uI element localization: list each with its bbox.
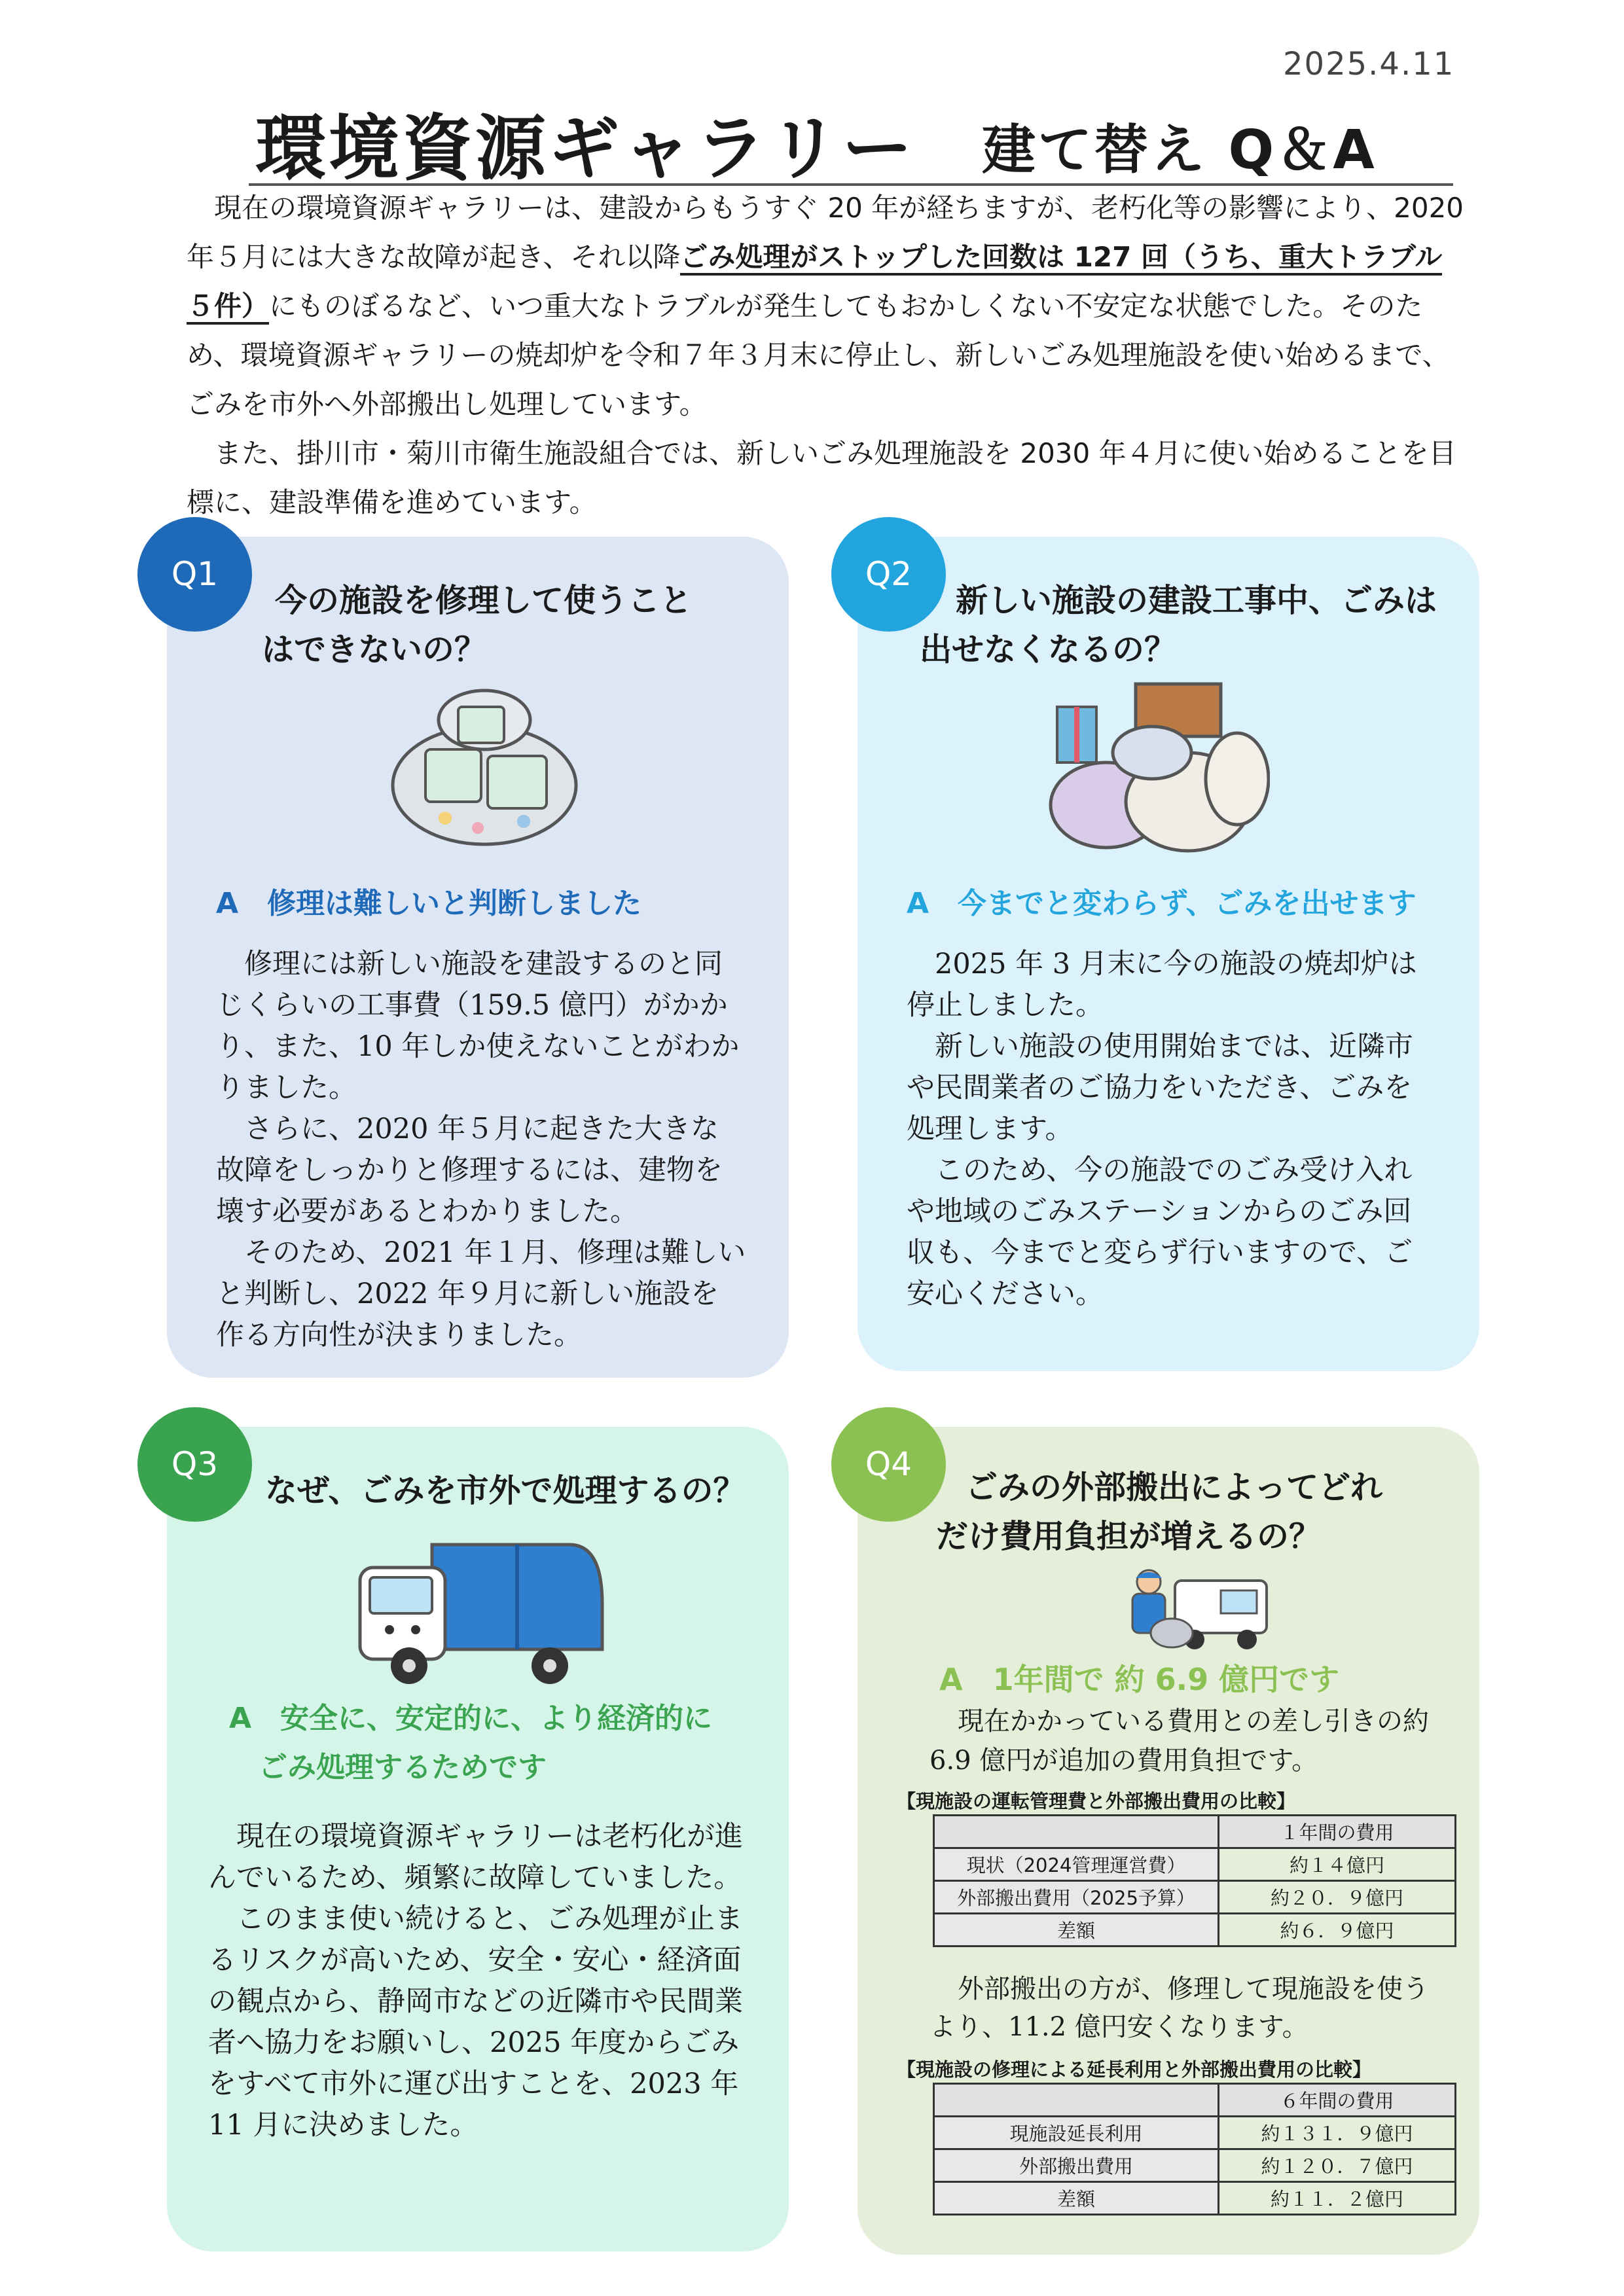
cost-table-six-year	[933, 2083, 1456, 2215]
intro-paragraph-2: また、掛川市・菊川市衛生施設組合では、新しいごみ処理施設を 2030 年４月に使い始めることを目標に、建設準備を進めています。	[187, 437, 1456, 518]
intro-highlight: ごみ処理がストップした回数は 127 回（うち、重大トラブル５件）	[187, 241, 1442, 325]
table-row: 現状（2024管理運営費） 約１４億円	[934, 1848, 1456, 1881]
title-sub: 建て替え Q＆A	[982, 119, 1377, 181]
table-row: １年間の費用	[934, 1816, 1456, 1848]
worker-truck-icon	[1113, 1568, 1270, 1653]
table-row: 外部搬出費用 約１２０．７億円	[934, 2149, 1456, 2182]
q3-answer-line2: ごみ処理するためです	[259, 1751, 547, 1784]
q1-badge: Q1	[137, 517, 252, 632]
q3-body: 現在の環境資源ギャラリーは老朽化が進んでいるため、頻繁に故障していました。 このまま使い続けると、ごみ処理が止まるリスクが高いため、安全・安心・経済面の観点から、静岡市などの近隣市や民間業者へ協力をお願いし、2025 年度からごみをすべて市外に運び出すことを、2023 年 11 月に決めました。	[208, 1820, 743, 2142]
q2-answer: A 今までと変わらず、ごみを出せます	[907, 887, 1416, 920]
intro-paragraph-1: 現在の環境資源ギャラリーは、建設からもうすぐ 20 年が経ちますが、老朽化等の影響により、2020 年５月には大きな故障が起き、それ以降ごみ処理がストップした回数は 127 回（うち、重大トラブル５件）にものぼるなど、いつ重大なトラブルが発生してもおかしくない不安定な状態でした。そのため、環境資源ギャラリーの焼却炉を令和７年３月末に停止し、新しいごみ処理施設を使い始めるまで、ごみを市外へ外部搬出し処理しています。	[187, 192, 1464, 420]
title-main: 環境資源ギャラリー	[255, 108, 916, 190]
table-row: ６年間の費用	[934, 2084, 1456, 2117]
intro-text	[187, 183, 1470, 527]
garbage-truck-icon	[353, 1532, 609, 1689]
q4-question-line1: ごみの外部搬出によってどれ	[965, 1469, 1383, 1506]
document-date: 2025.4.11	[1283, 46, 1455, 82]
q1-question-line1: 今の施設を修理して使うこと	[275, 582, 693, 619]
q3-question: なぜ、ごみを市外で処理するの？	[265, 1472, 746, 1509]
q2-body: 2025 年 3 月末に今の施設の焼却炉は停止しました。 新しい施設の使用開始までは、近隣市や民間業者のご協力をいただき、ごみを処理します。 このため、今の施設でのごみ受け入れや地域のごみステーションからのごみ回収も、今までと変らず行いますので、ご安心ください。	[907, 948, 1417, 1310]
q4-body-2: 外部搬出の方が、修理して現施設を使うより、11.2 億円安くなります。	[929, 1974, 1429, 2042]
cost-table-annual	[933, 1814, 1456, 1947]
q1-question-line2: はできないの？	[262, 631, 487, 668]
table-row: 現施設延長利用 約１３１．９億円	[934, 2117, 1456, 2149]
q3-answer-line1: A 安全に、安定的に、より経済的に	[229, 1702, 713, 1735]
table-row: 差額 約６．９億円	[934, 1914, 1456, 1946]
table1-caption: 【現施設の運転管理費と外部搬出費用の比較】	[897, 1790, 1296, 1812]
q4-badge: Q4	[831, 1407, 946, 1522]
q2-question-line1: 新しい施設の建設工事中、ごみは	[956, 582, 1437, 619]
table2-caption: 【現施設の修理による延長利用と外部搬出費用の比較】	[897, 2058, 1372, 2081]
table-row: 差額 約１１．２億円	[934, 2182, 1456, 2215]
q3-badge: Q3	[137, 1407, 252, 1522]
q4-answer: A 1年間で 約 6.9 億円です	[939, 1662, 1340, 1697]
q1-answer: A 修理は難しいと判断しました	[216, 887, 642, 920]
table-row: 外部搬出費用（2025予算） 約２０．９億円	[934, 1881, 1456, 1914]
garbage-pile-icon	[1047, 681, 1270, 857]
q1-body: 修理には新しい施設を建設するのと同じくらいの工事費（159.5 億円）がかかり、また、10 年しか使えないことがわかりました。 さらに、2020 年５月に起きた大きな故障をしっかりと修理するには、建物を壊す必要があるとわかりました。 そのため、2021 年１月、修理は難しいと判断し、2022 年９月に新しい施設を作る方向性が決まりました。	[216, 948, 746, 1352]
q4-body-1: 現在かかっている費用との差し引きの約 6.9 億円が追加の費用負担です。	[929, 1706, 1429, 1776]
garbage-bags-icon	[386, 681, 583, 851]
q4-question-line2: だけ費用負担が増えるの？	[936, 1518, 1322, 1555]
page-title	[249, 92, 1453, 190]
q2-question-line2: 出せなくなるの？	[920, 631, 1177, 668]
q2-badge: Q2	[831, 517, 946, 632]
